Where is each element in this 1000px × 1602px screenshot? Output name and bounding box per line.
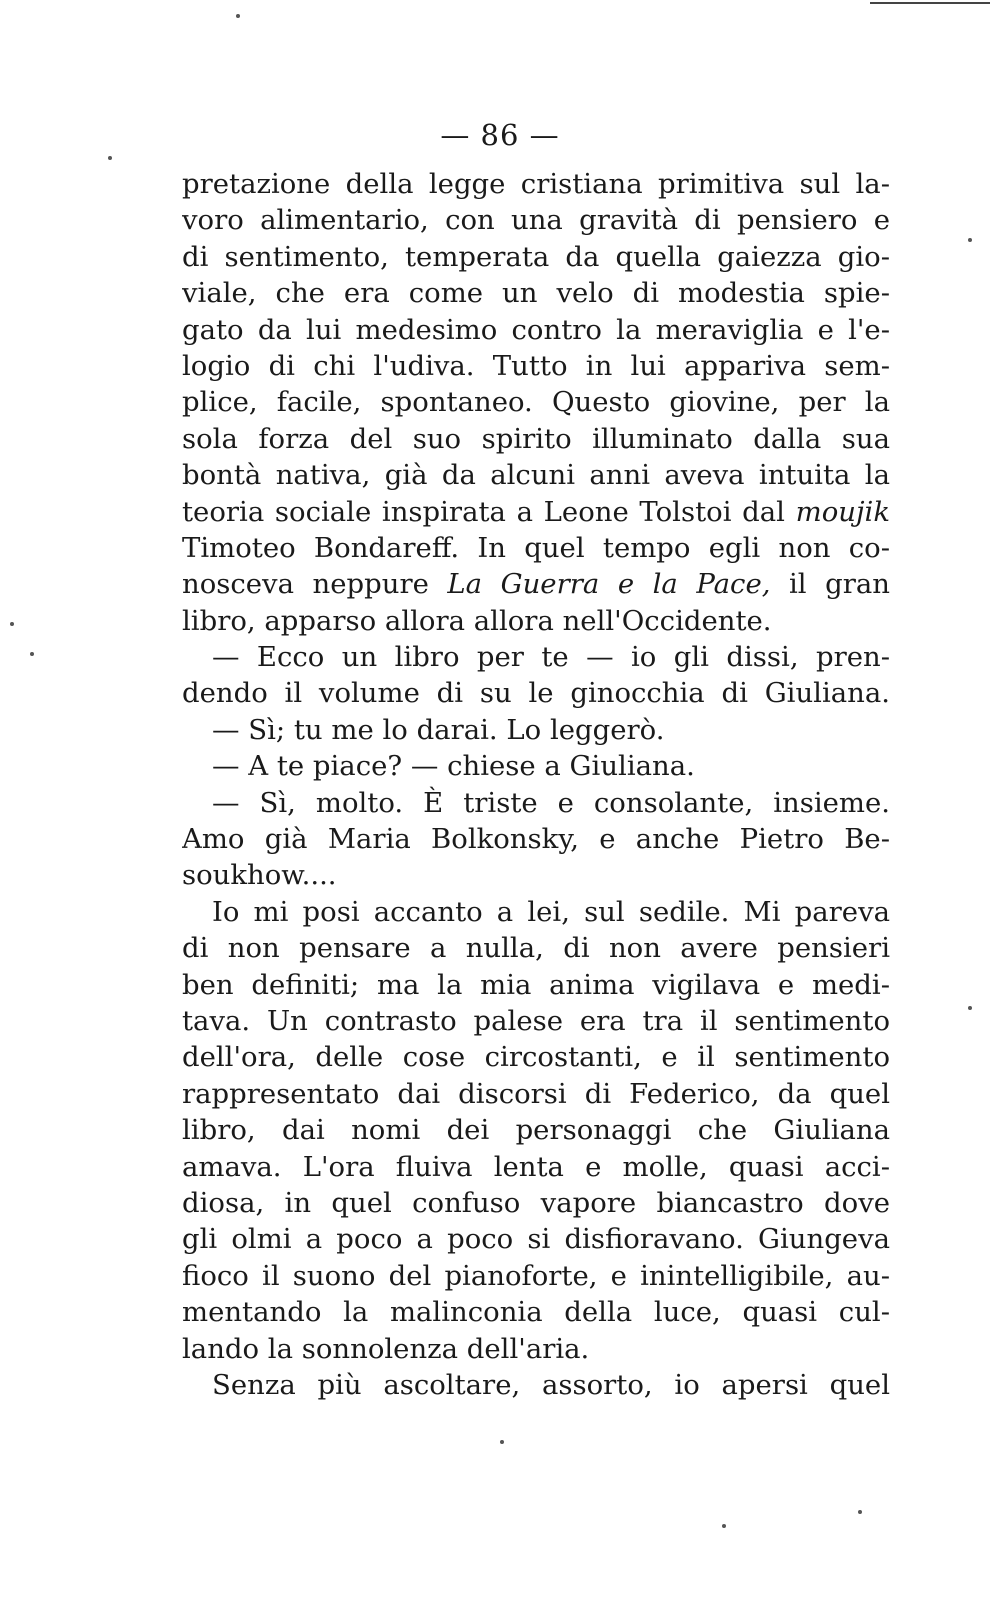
text-segment: — Sì; tu me lo darai. Lo leggerò.: [212, 713, 665, 746]
text-line: [182, 1221, 890, 1257]
text-line: [182, 202, 890, 238]
text-line: [182, 1367, 890, 1403]
text-line: [182, 239, 890, 275]
text-segment: tava. Un contrasto palese era tra il sentimento: [182, 1004, 890, 1037]
scan-speck: [500, 1440, 504, 1444]
text-segment: Io mi posi accanto a lei, sul sedile. Mi pareva: [212, 895, 890, 928]
text-segment: libro, dai nomi dei personaggi che Giuliana: [182, 1114, 890, 1147]
italic-text: La Guerra e la Pace,: [447, 568, 771, 601]
text-line: [182, 930, 890, 966]
scan-speck: [968, 238, 972, 242]
text-segment: — Sì, molto. È triste e consolante, insieme.: [212, 786, 890, 819]
text-line: [182, 1258, 890, 1294]
text-line: [182, 603, 890, 639]
scan-speck: [858, 1510, 862, 1514]
text-line: [182, 348, 890, 384]
text-segment: sola forza del suo spirito illuminato dalla sua: [182, 422, 890, 455]
text-segment: gli olmi a poco a poco si disfioravano. Giungeva: [182, 1223, 890, 1256]
text-line: [182, 275, 890, 311]
page-number: — 86 —: [440, 118, 560, 152]
text-line: [182, 785, 890, 821]
text-line: [182, 1076, 890, 1112]
text-segment: voro alimentario, con una gravità di pensiero e: [182, 204, 890, 237]
text-line: [182, 384, 890, 420]
text-segment: plice, facile, spontaneo. Questo giovine, per la: [182, 386, 890, 419]
text-segment: di non pensare a nulla, di non avere pensieri: [182, 932, 890, 965]
text-line: [182, 166, 890, 202]
text-segment: dendo il volume di su le ginocchia di Giuliana.: [182, 677, 890, 710]
text-segment: Amo già Maria Bolkonsky, e anche Pietro Be-: [182, 823, 890, 856]
text-line: [182, 675, 890, 711]
text-line: [182, 748, 890, 784]
text-segment: — Ecco un libro per te — io gli dissi, pren-: [212, 641, 890, 674]
scan-speck: [236, 14, 240, 18]
text-segment: teoria sociale inspirata a Leone Tolstoi dal: [182, 495, 796, 528]
text-segment: mentando la malinconia della luce, quasi cul-: [182, 1296, 890, 1329]
text-line: [182, 1294, 890, 1330]
text-line: [182, 1149, 890, 1185]
text-line: [182, 857, 890, 893]
text-segment: ben definiti; ma la mia anima vigilava e medi-: [182, 968, 890, 1001]
scan-speck: [108, 156, 112, 160]
body-text: [182, 166, 890, 1403]
text-line: [182, 312, 890, 348]
text-segment: dell'ora, delle cose circostanti, e il sentimento: [182, 1041, 890, 1074]
text-line: [182, 566, 890, 602]
text-line: [182, 821, 890, 857]
text-line: [182, 1185, 890, 1221]
text-line: [182, 494, 890, 530]
text-segment: Timoteo Bondareff. In quel tempo egli non co-: [182, 531, 890, 564]
text-segment: il gran: [770, 568, 890, 601]
text-segment: lando la sonnolenza dell'aria.: [182, 1332, 590, 1365]
text-segment: gato da lui medesimo contro la meraviglia e l'e-: [182, 313, 890, 346]
text-line: [182, 639, 890, 675]
text-segment: nosceva neppure: [182, 568, 448, 601]
text-segment: libro, apparso allora allora nell'Occidente.: [182, 604, 772, 637]
scan-speck: [968, 1006, 972, 1010]
text-line: [182, 967, 890, 1003]
text-segment: bontà nativa, già da alcuni anni aveva intuita la: [182, 459, 890, 492]
text-segment: — A te piace? — chiese a Giuliana.: [212, 750, 695, 783]
text-segment: soukhow....: [182, 859, 337, 892]
text-line: [182, 894, 890, 930]
text-line: [182, 1039, 890, 1075]
text-segment: diosa, in quel confuso vapore biancastro dove: [182, 1186, 890, 1219]
scan-edge-rule: [870, 2, 990, 4]
text-segment: pretazione della legge cristiana primitiva sul la-: [182, 168, 890, 200]
text-line: [182, 712, 890, 748]
text-line: [182, 1112, 890, 1148]
text-line: [182, 530, 890, 566]
text-segment: di sentimento, temperata da quella gaiezza gio-: [182, 240, 890, 273]
text-segment: rappresentato dai discorsi di Federico, da quel: [182, 1077, 890, 1110]
text-line: [182, 421, 890, 457]
text-line: [182, 457, 890, 493]
text-segment: logio di chi l'udiva. Tutto in lui appariva sem-: [182, 349, 890, 382]
scan-speck: [30, 652, 34, 656]
scan-speck: [722, 1524, 726, 1528]
italic-text: moujik: [795, 495, 890, 528]
scan-speck: [10, 622, 14, 626]
text-line: [182, 1331, 890, 1367]
text-segment: fioco il suono del pianoforte, e inintelligibile, au-: [182, 1259, 890, 1292]
text-segment: viale, che era come un velo di modestia spie-: [182, 277, 890, 310]
text-segment: Senza più ascoltare, assorto, io apersi quel: [212, 1368, 890, 1401]
text-segment: amava. L'ora fluiva lenta e molle, quasi acci-: [182, 1150, 890, 1183]
text-line: [182, 1003, 890, 1039]
